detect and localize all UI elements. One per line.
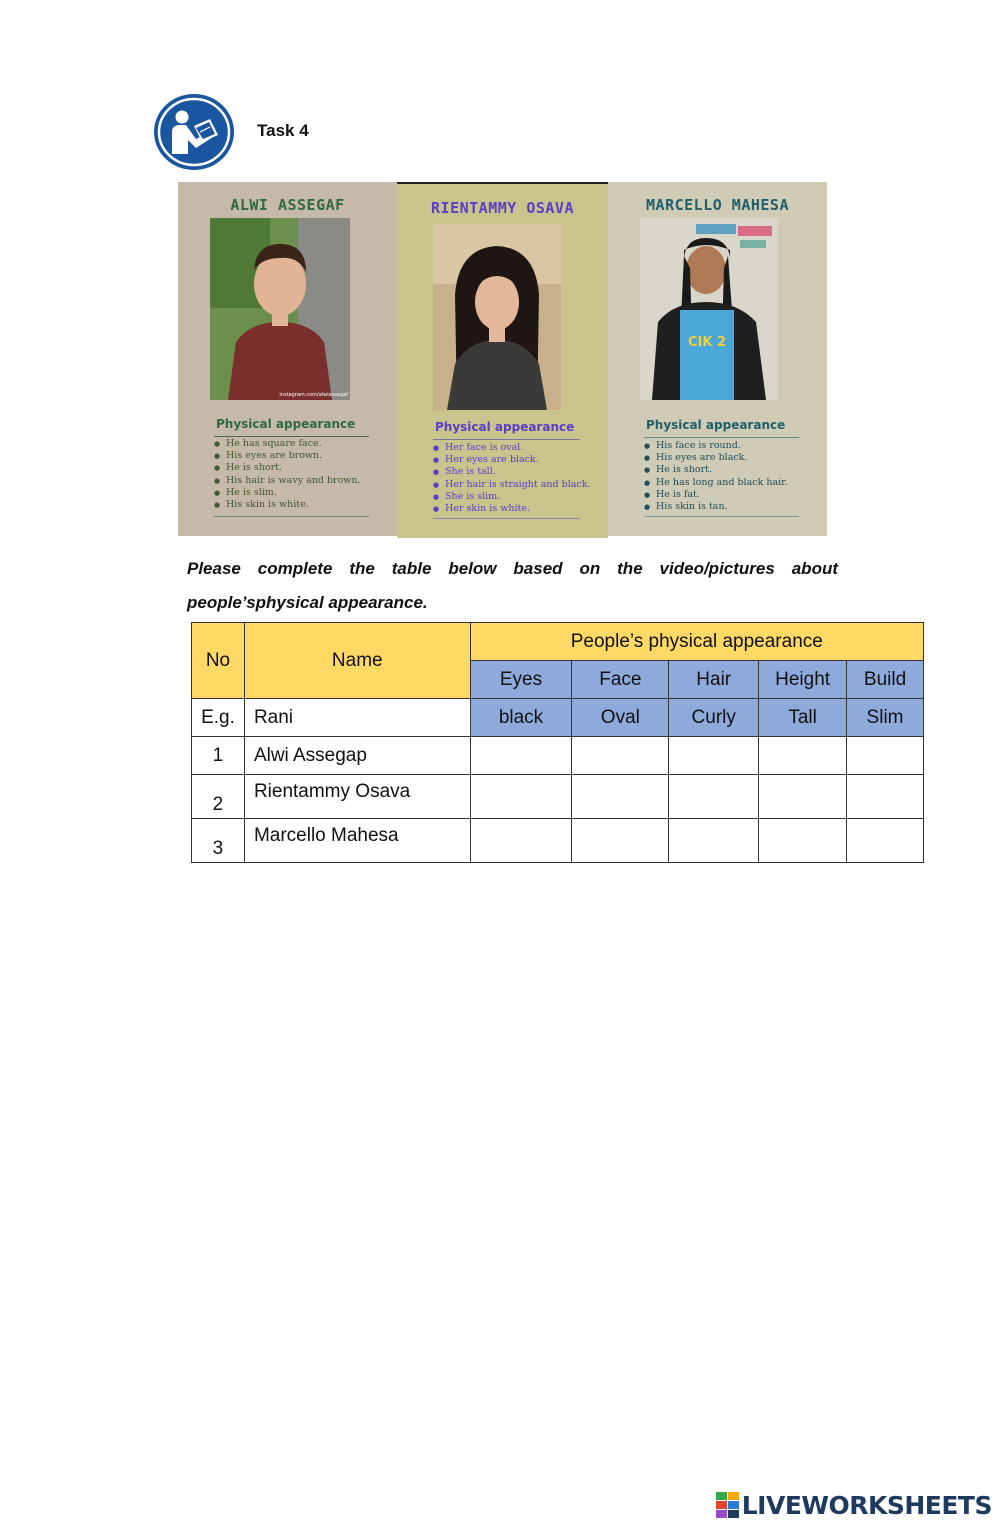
physical-appearance-heading: Physical appearance bbox=[646, 418, 786, 432]
table-row bbox=[192, 737, 924, 775]
answer-hair-cell[interactable] bbox=[669, 775, 759, 819]
header-no: No bbox=[192, 623, 245, 699]
header-eyes: Eyes bbox=[470, 661, 572, 699]
example-row bbox=[192, 699, 924, 737]
answer-build-cell[interactable] bbox=[847, 775, 924, 819]
trait-item: ● He is slim. bbox=[218, 487, 361, 499]
divider bbox=[644, 437, 799, 438]
table-row bbox=[192, 819, 924, 863]
trait-item: ● She is tall. bbox=[437, 466, 591, 478]
row-no: 3 bbox=[192, 819, 245, 863]
appearance-table bbox=[191, 622, 924, 863]
trait-item: ● Her eyes are black. bbox=[437, 454, 591, 466]
trait-item: ● His skin is white. bbox=[218, 499, 361, 511]
trait-item: ● His hair is wavy and brown. bbox=[218, 475, 361, 487]
example-height: Tall bbox=[759, 699, 847, 737]
poster-rientammy-osava bbox=[397, 182, 608, 538]
task-reading-icon bbox=[152, 92, 236, 172]
svg-text:CIK 2: CIK 2 bbox=[687, 335, 727, 350]
answer-height-cell[interactable] bbox=[759, 819, 847, 863]
divider bbox=[644, 516, 799, 517]
person-photo bbox=[640, 218, 778, 400]
example-name: Rani bbox=[244, 699, 470, 737]
liveworksheets-logo-icon bbox=[716, 1492, 740, 1518]
poster-strip bbox=[178, 182, 827, 536]
poster-name: MARCELLO MAHESA bbox=[646, 196, 789, 214]
trait-item: ● His eyes are black. bbox=[648, 452, 788, 464]
divider bbox=[214, 436, 369, 437]
answer-height-cell[interactable] bbox=[759, 775, 847, 819]
example-eyes: black bbox=[470, 699, 572, 737]
person-photo bbox=[210, 218, 350, 400]
physical-appearance-heading: Physical appearance bbox=[216, 417, 356, 431]
answer-eyes-cell[interactable] bbox=[470, 737, 572, 775]
example-build: Slim bbox=[847, 699, 924, 737]
header-build: Build bbox=[847, 661, 924, 699]
answer-hair-cell[interactable] bbox=[669, 737, 759, 775]
answer-hair-cell[interactable] bbox=[669, 819, 759, 863]
trait-item: ● She is slim. bbox=[437, 491, 591, 503]
header-face: Face bbox=[572, 661, 669, 699]
trait-item: ● He is fat. bbox=[648, 489, 788, 501]
header-name: Name bbox=[244, 623, 470, 699]
poster-name: RIENTAMMY OSAVA bbox=[431, 199, 574, 217]
liveworksheets-logo bbox=[716, 1490, 992, 1520]
answer-build-cell[interactable] bbox=[847, 737, 924, 775]
trait-list bbox=[425, 442, 591, 515]
task-title: Task 4 bbox=[257, 121, 309, 140]
trait-item: ● His eyes are brown. bbox=[218, 450, 361, 462]
physical-appearance-heading: Physical appearance bbox=[435, 420, 575, 434]
answer-face-cell[interactable] bbox=[572, 775, 669, 819]
answer-height-cell[interactable] bbox=[759, 737, 847, 775]
poster-name: ALWI ASSEGAF bbox=[230, 196, 345, 214]
trait-item: ● He is short. bbox=[218, 462, 361, 474]
trait-item: ● His face is round. bbox=[648, 440, 788, 452]
row-name: Alwi Assegap bbox=[244, 737, 470, 775]
example-face: Oval bbox=[572, 699, 669, 737]
divider bbox=[433, 518, 580, 519]
liveworksheets-wordmark: LIVEWORKSHEETS bbox=[741, 1490, 992, 1520]
divider bbox=[433, 439, 580, 440]
divider bbox=[214, 516, 369, 517]
table-row bbox=[192, 775, 924, 819]
row-name: Marcello Mahesa bbox=[244, 819, 470, 863]
row-no: 2 bbox=[192, 775, 245, 819]
photo-caption: instagram.com/alwiassegaf bbox=[279, 392, 348, 398]
row-name: Rientammy Osava bbox=[244, 775, 470, 819]
trait-item: ● Her hair is straight and black. bbox=[437, 479, 591, 491]
header-height: Height bbox=[759, 661, 847, 699]
answer-build-cell[interactable] bbox=[847, 819, 924, 863]
answer-face-cell[interactable] bbox=[572, 737, 669, 775]
trait-item: ● He has square face. bbox=[218, 438, 361, 450]
trait-list bbox=[636, 440, 788, 513]
row-no: 1 bbox=[192, 737, 245, 775]
poster-alwi-assegaf bbox=[178, 182, 397, 536]
trait-item: ● His skin is tan. bbox=[648, 501, 788, 513]
trait-item: ● He has long and black hair. bbox=[648, 477, 788, 489]
answer-eyes-cell[interactable] bbox=[470, 819, 572, 863]
header-hair: Hair bbox=[669, 661, 759, 699]
answer-face-cell[interactable] bbox=[572, 819, 669, 863]
answer-eyes-cell[interactable] bbox=[470, 775, 572, 819]
instruction-text: Please complete the table below based on the video/pictures about people’sphysical appearance. bbox=[187, 559, 838, 612]
example-hair: Curly bbox=[669, 699, 759, 737]
person-photo bbox=[433, 224, 561, 410]
trait-item: ● He is short. bbox=[648, 464, 788, 476]
poster-marcello-mahesa bbox=[608, 182, 827, 536]
trait-item: ● Her face is oval. bbox=[437, 442, 591, 454]
example-no: E.g. bbox=[192, 699, 245, 737]
trait-list bbox=[206, 438, 361, 511]
trait-item: ● Her skin is white. bbox=[437, 503, 591, 515]
header-appearance-group: People’s physical appearance bbox=[470, 623, 923, 661]
